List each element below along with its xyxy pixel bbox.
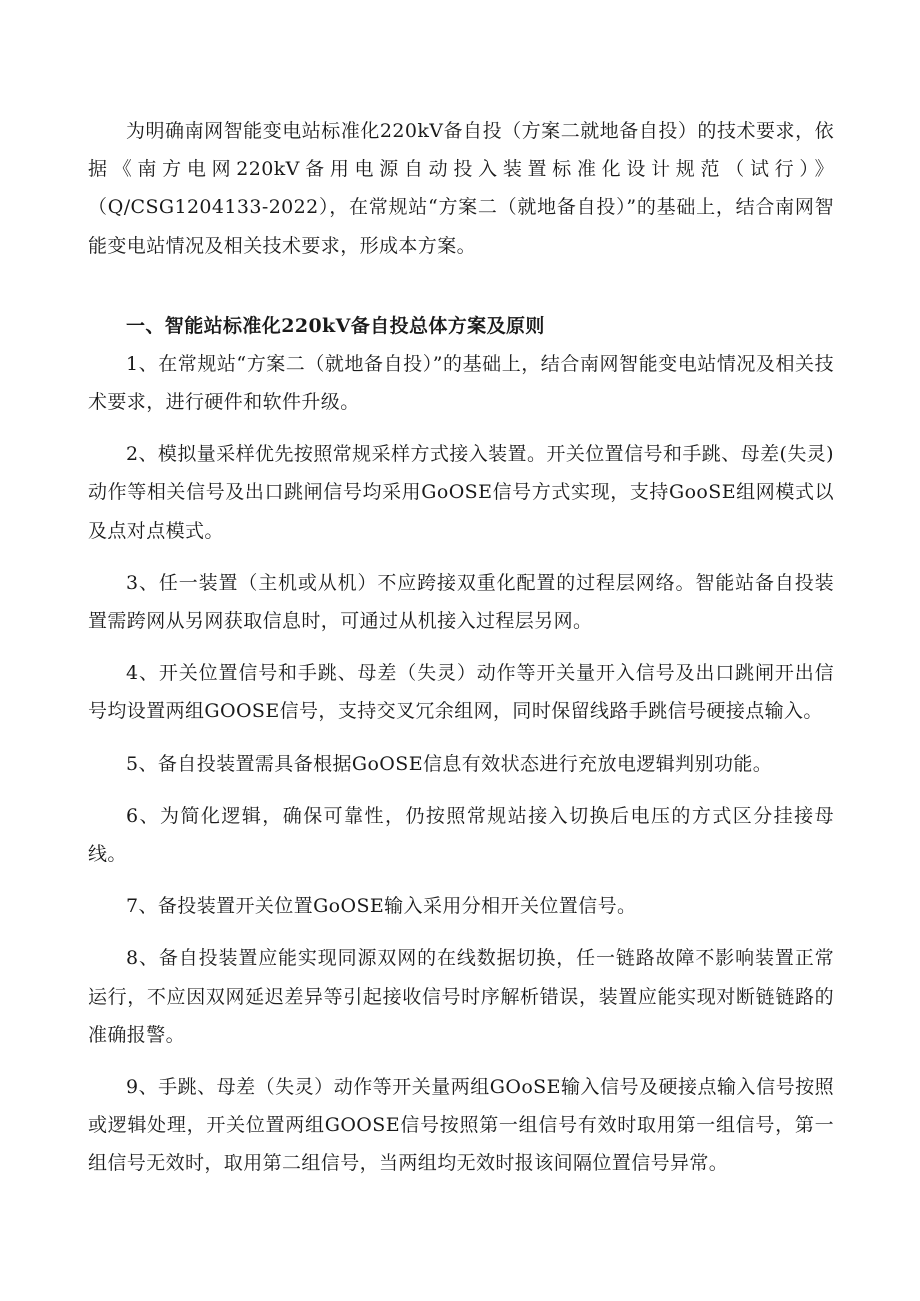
principle-item-5: 5、备自投装置需具备根据GoOSE信息有效状态进行充放电逻辑判别功能。 — [126, 752, 773, 775]
principle-item-3: 3、任一装置（主机或从机）不应跨接双重化配置的过程层网络。智能站备自投装置需跨网从另网获取信息时，可通过从机接入过程层另网。 — [88, 571, 834, 633]
principle-item-9: 9、手跳、母差（失灵）动作等开关量两组GOoSE输入信号及硬接点输入信号按照或逻辑处理，开关位置两组GOOSE信号按照第一组信号有效时取用第一组信号，第一组信号无效时，取用第二组信号，当两组均无效时报该间隔位置信号异常。 — [88, 1076, 834, 1175]
section-heading: 一、智能站标准化220kV备自投总体方案及原则 — [126, 314, 545, 337]
document-page — [88, 112, 834, 1197]
principle-item-4: 4、开关位置信号和手跳、母差（失灵）动作等开关量开入信号及出口跳闸开出信号均设置两组GOOSE信号，支持交叉冗余组网，同时保留线路手跳信号硬接点输入。 — [88, 662, 834, 723]
intro-paragraph: 为明确南网智能变电站标准化220kV备自投（方案二就地备自投）的技术要求，依据《南方电网220kV备用电源自动投入装置标准化设计规范（试行）》（Q/CSG1204133-2022），在常规站“方案二（就地备自投）”的基础上，结合南网智能变电站情况及相关技术要求，形成本方案。 — [88, 120, 834, 257]
principle-item-1: 1、在常规站“方案二（就地备自投）”的基础上，结合南网智能变电站情况及相关技术要求，进行硬件和软件升级。 — [88, 352, 834, 414]
principle-item-8: 8、备自投装置应能实现同源双网的在线数据切换，任一链路故障不影响装置正常运行，不应因双网延迟差异等引起接收信号时序解析错误，装置应能实现对断链链路的准确报警。 — [88, 947, 834, 1046]
principle-item-2: 2、模拟量采样优先按照常规采样方式接入装置。开关位置信号和手跳、母差(失灵)动作等相关信号及出口跳闸信号均采用GoOSE信号方式实现，支持GooSE组网模式以及点对点模式。 — [88, 443, 834, 542]
principle-item-7: 7、备投装置开关位置GoOSE输入采用分相开关位置信号。 — [126, 895, 637, 918]
principle-item-6: 6、为简化逻辑，确保可靠性，仍按照常规站接入切换后电压的方式区分挂接母线。 — [88, 804, 834, 866]
